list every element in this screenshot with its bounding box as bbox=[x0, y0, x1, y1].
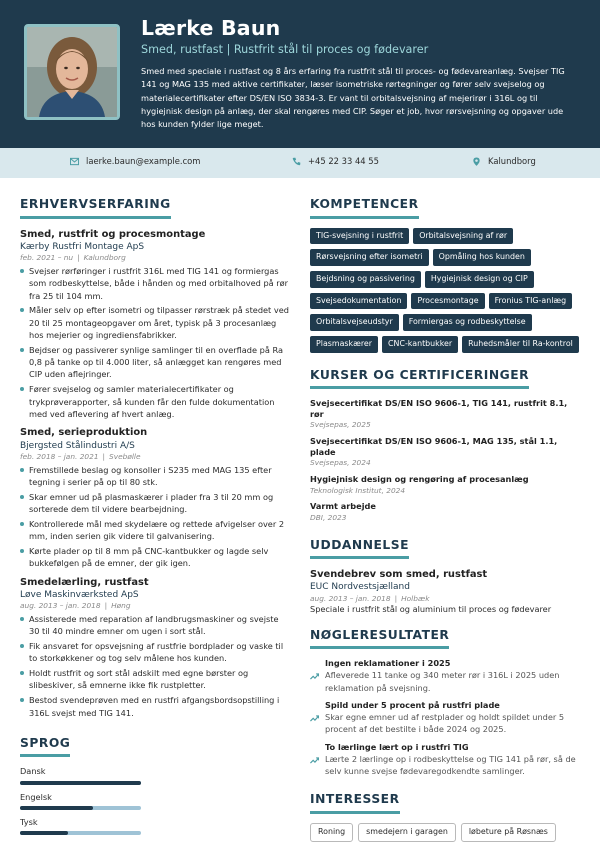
job-meta: feb. 2021 – nu | Kalundborg bbox=[20, 253, 126, 263]
course-name: Svejsecertifikat DS/EN ISO 9606-1, MAG 135, stål 1.1, plade bbox=[310, 436, 558, 458]
achievement-item bbox=[310, 700, 582, 736]
skills-heading: KOMPETENCER bbox=[310, 196, 419, 219]
course-name: Svejsecertifikat DS/EN ISO 9606-1, TIG 141, rustfrit 8.1, rør bbox=[310, 398, 568, 420]
course-item bbox=[310, 436, 582, 468]
interest-tag: smedejern i garagen bbox=[358, 823, 456, 842]
achievement-title: Ingen reklamationer i 2025 bbox=[325, 658, 451, 669]
job-bullet: Kontrollerede mål med skydelære og rettede afvigelser over 2 mm, inden serien gik videre til galvanisering. bbox=[20, 518, 290, 543]
skill-tag: Ruhedsmåler til Ra-kontrol bbox=[462, 336, 579, 353]
skill-tag: Orbitalsvejseudstyr bbox=[310, 314, 399, 331]
education-meta: aug. 2013 – jan. 2018 | Holbæk bbox=[310, 593, 430, 603]
course-meta: Svejsepas, 2025 bbox=[310, 420, 371, 430]
job-period: aug. 2013 – jan. 2018 bbox=[20, 601, 101, 610]
language-level-bar bbox=[20, 831, 141, 835]
language-level-fill bbox=[20, 781, 141, 785]
job-entry bbox=[20, 576, 290, 719]
education-location: Holbæk bbox=[401, 593, 430, 603]
course-item bbox=[310, 398, 582, 430]
job-bullet: Assisterede med reparation af landbrugsmaskiner og svejste 30 til 40 mindre emner om ugen i sort stål. bbox=[20, 613, 290, 638]
trend-up-icon bbox=[310, 743, 319, 778]
skill-tag: Procesmontage bbox=[411, 293, 484, 310]
contact-phone[interactable] bbox=[292, 156, 379, 167]
job-company: Løve Maskinværksted ApS bbox=[20, 589, 139, 600]
job-title-headline: Smed, rustfast | Rustfrit stål til proces og fødevarer bbox=[141, 43, 429, 56]
course-meta: DBI, 2023 bbox=[310, 512, 347, 522]
contact-location bbox=[472, 156, 536, 167]
location-text: Kalundborg bbox=[488, 156, 536, 166]
skills-list bbox=[310, 228, 582, 353]
education-description: Speciale i rustfrit stål og aluminium til proces og fødevarer bbox=[310, 603, 552, 614]
language-name: Tysk bbox=[20, 816, 38, 827]
job-company: Kærby Rustfri Montage ApS bbox=[20, 241, 145, 252]
job-period: feb. 2021 – nu bbox=[20, 253, 74, 263]
job-location: Høng bbox=[111, 601, 131, 610]
education-heading: UDDANNELSE bbox=[310, 537, 409, 560]
job-bullets bbox=[20, 464, 290, 570]
location-pin-icon bbox=[472, 157, 481, 166]
course-item bbox=[310, 501, 582, 522]
job-bullets bbox=[20, 613, 290, 719]
job-location: Kalundborg bbox=[83, 253, 126, 263]
job-meta: feb. 2018 – jan. 2021 | Svebølle bbox=[20, 451, 141, 461]
profile-photo bbox=[24, 24, 120, 120]
language-level-fill bbox=[20, 806, 93, 810]
interest-tag: Roning bbox=[310, 823, 353, 842]
job-bullet: Kørte plader op til 8 mm på CNC-kantbukker og lagde selv bukkefølgen på de emner, der gik igen. bbox=[20, 545, 290, 570]
email-text: laerke.baun@example.com bbox=[86, 156, 201, 166]
job-title: Smedelærling, rustfast bbox=[20, 576, 149, 588]
interest-tag: løbeture på Røsnæs bbox=[461, 823, 556, 842]
contact-bar bbox=[0, 148, 600, 178]
job-bullet: Skar emner ud på plasmaskærer i plader fra 3 til 20 mm og sorterede dem til videre bearbejdning. bbox=[20, 491, 290, 516]
language-name: Dansk bbox=[20, 766, 46, 777]
language-item bbox=[20, 792, 290, 810]
job-bullet: Bejdser og passiverer synlige samlinger til en overflade på Ra 0,8 på tanke op til 4.000 liter, så anlægget kan rengøres med CIP uden aflejringer. bbox=[20, 344, 290, 381]
job-entry bbox=[20, 228, 290, 421]
left-column bbox=[20, 196, 290, 842]
education-school: EUC Nordvestsjælland bbox=[310, 582, 410, 593]
right-column bbox=[310, 196, 582, 842]
achievement-item bbox=[310, 658, 582, 694]
skill-tag: Hygiejnisk design og CIP bbox=[425, 271, 534, 288]
language-item bbox=[20, 817, 290, 835]
job-bullet: Fører svejselog og samler materialecertifikater og trykprøverapporter, så kunden får den fulde dokumentation med ved aflevering af hvert anlæg. bbox=[20, 383, 290, 420]
trend-up-icon bbox=[310, 701, 319, 736]
languages-heading: SPROG bbox=[20, 735, 70, 758]
course-name: Varmt arbejde bbox=[310, 501, 376, 512]
skill-tag: Opmåling hos kunden bbox=[433, 249, 531, 266]
achievement-title: Spild under 5 procent på rustfri plade bbox=[325, 699, 500, 710]
contact-email[interactable] bbox=[70, 156, 200, 167]
achievement-title: To lærlinge lært op i rustfri TIG bbox=[325, 741, 469, 752]
job-title: Smed, rustfrit og procesmontage bbox=[20, 228, 206, 240]
course-meta: Teknologisk Institut, 2024 bbox=[310, 485, 406, 495]
job-bullet: Holdt rustfrit og sort stål adskilt med egne børster og slibeskiver, så emnerne ikke fik rustpletter. bbox=[20, 667, 290, 692]
language-name: Engelsk bbox=[20, 791, 52, 802]
language-level-bar bbox=[20, 806, 141, 810]
job-bullet: Fik ansvaret for opsvejsning af rustfrie bordplader og vaske til to storkøkkener og tog selv målene hos kunden. bbox=[20, 640, 290, 665]
skill-tag: Svejsedokumentation bbox=[310, 293, 407, 310]
achievement-description: Skar egne emner ud af restplader og holdt spildet under 5 procent af det bestilte i både 2024 og 2025. bbox=[325, 711, 565, 735]
job-bullet: Bestod svendeprøven med en rustfri afgangsbordsopstilling i 316L svejst med TIG 141. bbox=[20, 694, 290, 719]
achievement-description: Lærte 2 lærlinge op i rodbeskyttelse og TIG 141 på rør, så de selv kunne svejse fødevaregodkendte samlinger. bbox=[325, 753, 576, 776]
job-meta: aug. 2013 – jan. 2018 | Høng bbox=[20, 601, 131, 610]
job-bullet: Fremstillede beslag og konsoller i S235 med MAG 135 efter tegning i serier på op til 80 stk. bbox=[20, 464, 290, 489]
achievement-description: Afleverede 11 tanke og 340 meter rør i 316L i 2025 uden reklamation på svejsning. bbox=[325, 670, 560, 693]
language-level-bar bbox=[20, 781, 141, 785]
job-bullets bbox=[20, 265, 290, 420]
job-entry bbox=[20, 426, 290, 569]
education-degree: Svendebrev som smed, rustfast bbox=[310, 569, 488, 581]
job-company: Bjergsted Stålindustri A/S bbox=[20, 440, 135, 451]
course-name: Hygiejnisk design og rengøring af procesanlæg bbox=[310, 474, 529, 485]
skill-tag: TIG-svejsning i rustfrit bbox=[310, 228, 409, 245]
interests-heading: INTERESSER bbox=[310, 791, 400, 814]
phone-text: +45 22 33 44 55 bbox=[308, 156, 379, 166]
job-title: Smed, serieproduktion bbox=[20, 427, 148, 439]
skill-tag: Formiergas og rodbeskyttelse bbox=[403, 314, 532, 331]
job-period: feb. 2018 – jan. 2021 bbox=[20, 451, 99, 461]
phone-icon bbox=[292, 157, 301, 166]
courses-heading: KURSER OG CERTIFICERINGER bbox=[310, 367, 529, 390]
profile-summary: Smed med speciale i rustfast og 8 års erfaring fra rustfrit stål til proces- og fødevareanlæg. Svejser TIG 141 og MAG 135 med aktive certifikater, læser isometriske rørtegninger og fører selv svejselog og materialecertifikater efter DS/EN ISO 3834-3. Er vant til orbitalsvejsning af mejerirør i 316L og til hygiejnisk design på anlæg, der skal rengøres med CIP. Søger et job, hvor rørsvejsning og opgaver ude hos kunden fylder lige meget. bbox=[141, 66, 565, 130]
course-item bbox=[310, 474, 582, 495]
education-period: aug. 2013 – jan. 2018 bbox=[310, 593, 391, 603]
course-meta: Svejsepas, 2024 bbox=[310, 458, 371, 468]
job-location: Svebølle bbox=[109, 451, 141, 461]
portrait-image bbox=[27, 27, 117, 117]
achievement-item bbox=[310, 742, 582, 778]
header bbox=[0, 0, 600, 148]
skill-tag: Fronius TIG-anlæg bbox=[489, 293, 573, 310]
skill-tag: Orbitalsvejsning af rør bbox=[413, 228, 513, 245]
email-icon bbox=[70, 157, 79, 166]
language-item bbox=[20, 766, 290, 784]
job-bullet: Svejser rørføringer i rustfrit 316L med TIG 141 og formiergas som rodbeskyttelse, både i hånden og med orbitalhoved på rør fra 25 til 104 mm. bbox=[20, 265, 290, 302]
job-bullet: Måler selv op efter isometri og tilpasser rørstræk på stedet ved 20 til 25 montageopgaver om året, typisk på 3 procesanlæg hos mejerier og ingrediensfabrikker. bbox=[20, 304, 290, 341]
trend-up-icon bbox=[310, 659, 319, 694]
skill-tag: Bejdsning og passivering bbox=[310, 271, 421, 288]
skill-tag: CNC-kantbukker bbox=[382, 336, 458, 353]
skill-tag: Rørsvejsning efter isometri bbox=[310, 249, 429, 266]
achievements-heading: NØGLERESULTATER bbox=[310, 627, 449, 650]
experience-heading: ERHVERVSERFARING bbox=[20, 196, 171, 219]
language-level-fill bbox=[20, 831, 68, 835]
candidate-name: Lærke Baun bbox=[141, 16, 281, 40]
interests-list bbox=[310, 823, 582, 842]
skill-tag: Plasmaskærer bbox=[310, 336, 378, 353]
